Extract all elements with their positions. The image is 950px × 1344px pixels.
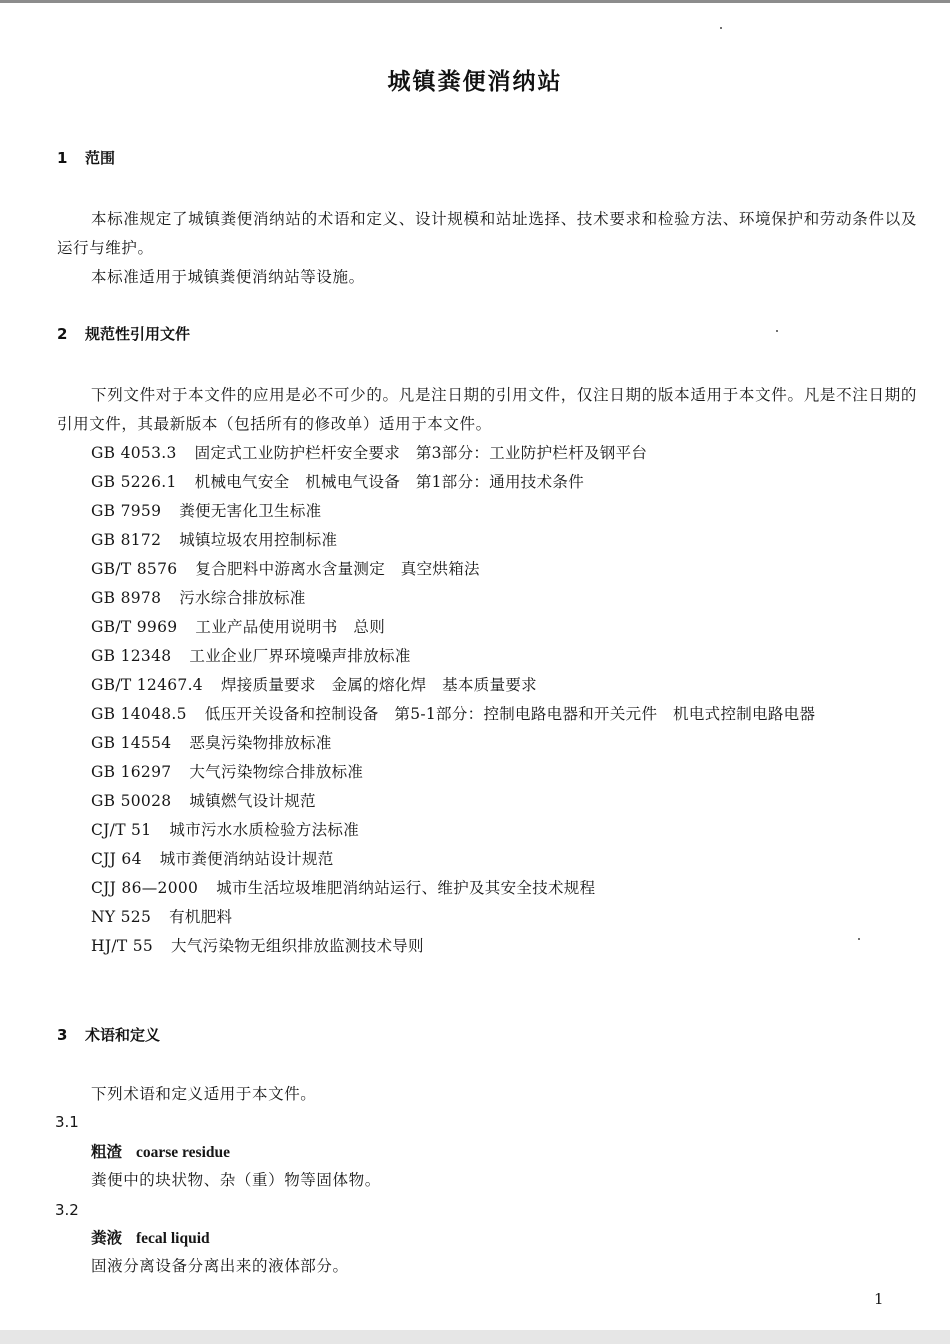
reference-title: 城市粪便消纳站设计规范 [159,850,334,868]
reference-code: CJJ 86—2000 [91,879,199,897]
section-3-intro: 下列术语和定义适用于本文件。 [91,1085,317,1103]
reference-item [57,671,917,700]
reference-item [57,932,917,961]
reference-title: 工业企业厂界环境噪声排放标准 [189,647,411,665]
reference-title: 焊接质量要求 金属的熔化焊 基本质量要求 [220,676,537,694]
reference-item [57,555,917,584]
page-number: 1 [874,1290,884,1308]
reference-title: 大气污染物无组织排放监测技术导则 [171,937,424,955]
reference-title: 大气污染物综合排放标准 [189,763,364,781]
reference-code: GB 5226.1 [91,473,177,491]
section-1-paragraph-1: 本标准规定了城镇粪便消纳站的术语和定义、设计规模和站址选择、技术要求和检验方法、环境保护和劳动条件以及运行与维护。 [57,210,917,257]
scan-speck [720,27,722,29]
term-2-heading [91,1227,210,1250]
reference-code: GB 8978 [91,589,162,607]
scan-speck [858,938,860,940]
reference-item [57,700,917,729]
section-2-title: 规范性引用文件 [85,325,191,343]
reference-item [57,729,917,758]
reference-title: 工业产品使用说明书 总则 [195,618,386,636]
reference-code: GB 12348 [91,647,172,665]
reference-item [57,874,917,903]
reference-code: HJ/T 55 [91,937,154,955]
normative-references-list [57,439,917,961]
reference-item [57,584,917,613]
reference-code: GB/T 8576 [91,560,178,578]
reference-title: 机械电气安全 机械电气设备 第1部分：通用技术条件 [194,473,585,491]
reference-item [57,613,917,642]
reference-title: 粪便无害化卫生标准 [179,502,322,520]
reference-item [57,642,917,671]
reference-code: CJJ 64 [91,850,142,868]
section-1-paragraph-2: 本标准适用于城镇粪便消纳站等设施。 [91,268,365,286]
reference-code: GB 16297 [91,763,172,781]
reference-item [57,439,917,468]
term-1-number: 3.1 [55,1113,79,1131]
reference-item [57,468,917,497]
reference-item [57,903,917,932]
reference-item [57,758,917,787]
section-1-title: 范围 [85,149,116,167]
reference-title: 低压开关设备和控制设备 第5-1部分：控制电路电器和开关元件 机电式控制电路电器 [204,705,816,723]
term-1-definition: 粪便中的块状物、杂（重）物等固体物。 [91,1171,381,1189]
term-2-definition: 固液分离设备分离出来的液体部分。 [91,1257,349,1275]
reference-code: GB 14554 [91,734,172,752]
section-3-heading [57,1025,160,1045]
section-2-number: 2 [57,325,68,343]
section-3-title: 术语和定义 [85,1026,161,1044]
section-2-heading [57,324,190,344]
section-2-intro: 下列文件对于本文件的应用是必不可少的。凡是注日期的引用文件，仅注日期的版本适用于本文件。凡是不注日期的引用文件，其最新版本（包括所有的修改单）适用于本文件。 [57,386,917,433]
reference-title: 城镇燃气设计规范 [189,792,316,810]
reference-item [57,497,917,526]
section-1-number: 1 [57,149,68,167]
reference-title: 城市污水水质检验方法标准 [169,821,359,839]
reference-item [57,787,917,816]
reference-code: GB 8172 [91,531,162,549]
reference-title: 固定式工业防护栏杆安全要求 第3部分：工业防护栏杆及钢平台 [194,444,648,462]
term-2-chinese: 粪液 [91,1229,123,1247]
reference-title: 污水综合排放标准 [179,589,306,607]
reference-item [57,845,917,874]
reference-code: GB 7959 [91,502,162,520]
reference-code: GB 4053.3 [91,444,177,462]
section-1-heading [57,148,115,168]
term-1-english: coarse residue [136,1144,230,1161]
term-2-english: fecal liquid [136,1230,210,1247]
reference-title: 恶臭污染物排放标准 [189,734,332,752]
section-3-number: 3 [57,1026,68,1044]
reference-code: NY 525 [91,908,152,926]
scan-speck [776,330,778,332]
reference-item [57,526,917,555]
reference-code: GB/T 9969 [91,618,178,636]
term-2-number: 3.2 [55,1201,79,1219]
reference-code: GB 14048.5 [91,705,187,723]
term-1-heading [91,1141,230,1164]
reference-code: GB 50028 [91,792,172,810]
document-title: 城镇粪便消纳站 [387,69,563,95]
term-1-chinese: 粗渣 [91,1143,123,1161]
reference-title: 有机肥料 [169,908,233,926]
reference-title: 复合肥料中游离水含量测定 真空烘箱法 [195,560,480,578]
reference-code: GB/T 12467.4 [91,676,203,694]
reference-title: 城市生活垃圾堆肥消纳站运行、维护及其安全技术规程 [216,879,596,897]
reference-code: CJ/T 51 [91,821,152,839]
reference-title: 城镇垃圾农用控制标准 [179,531,338,549]
reference-item [57,816,917,845]
